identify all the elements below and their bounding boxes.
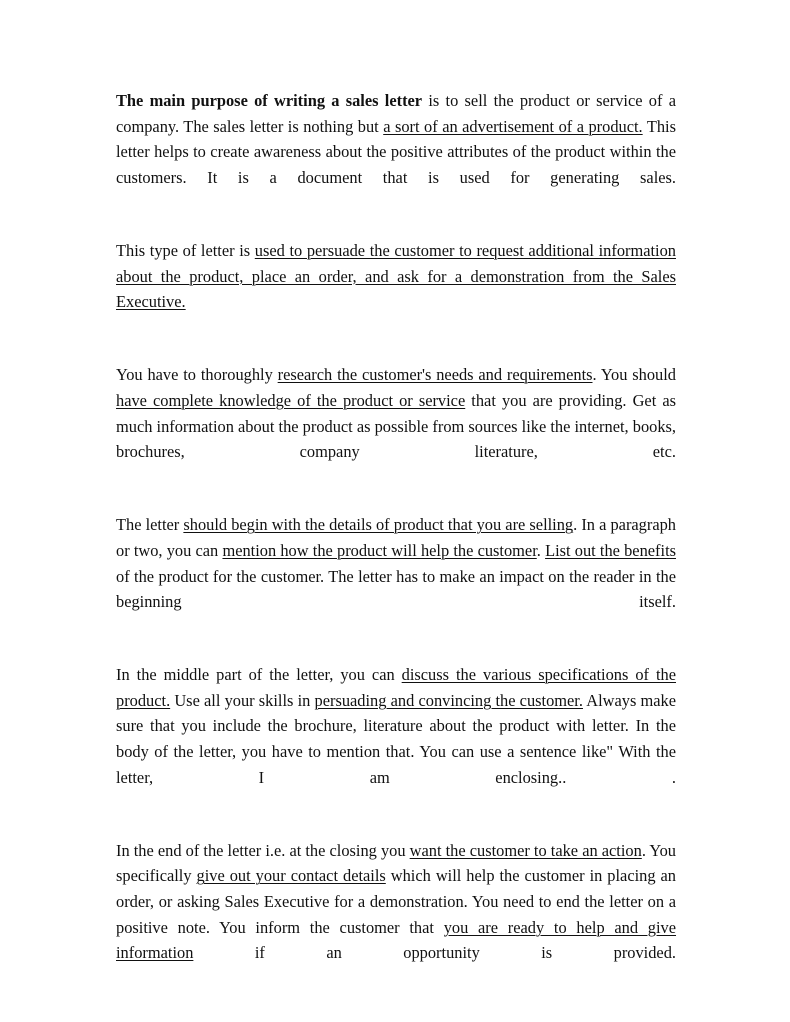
text-run: In the end of the letter i.e. at the closing you bbox=[116, 840, 410, 860]
text-run: You have to thoroughly bbox=[116, 365, 278, 385]
text-run: . You should bbox=[592, 365, 677, 385]
bold-text-run: The main purpose of writing a sales letter bbox=[116, 91, 423, 110]
text-run: of the product for the customer. The letter has to make an impact on the reader in the beginning itself. bbox=[116, 566, 676, 612]
text-run: is to sell the product or service of a company. The sales letter is nothing but bbox=[116, 91, 676, 136]
paragraph bbox=[116, 662, 676, 816]
underlined-text-run: a sort of an advertisement of a product. bbox=[383, 116, 643, 136]
text-run: that you are providing. Get as much information about the product as possible from sources like the internet, books, brochures, company literature, etc. bbox=[116, 390, 676, 462]
underlined-text-run: mention how the product will help the customer bbox=[222, 540, 537, 560]
paragraph bbox=[116, 838, 676, 992]
paragraph bbox=[116, 512, 676, 640]
paragraph bbox=[116, 88, 676, 216]
text-run: Always make sure that you include the brochure, literature about the product with letter. In the body of the letter, you have to mention that. You can use a sentence like" With the letter, I am enclosing.. . bbox=[116, 690, 676, 787]
text-run: This letter helps to create awareness about the positive attributes of the product within the customers. It is a document that is used for generating sales. bbox=[116, 116, 676, 187]
underlined-text-run: used to persuade the customer to request additional information about the product, place an order, and ask for a demonstration from the Sales Executive. bbox=[116, 240, 676, 312]
underlined-text-run: persuading and convincing the customer. bbox=[314, 690, 583, 710]
underlined-text-run: List out the benefits bbox=[545, 540, 676, 560]
paragraph bbox=[116, 238, 676, 340]
text-run: . In a paragraph or two, you can bbox=[116, 515, 676, 560]
underlined-text-run: have complete knowledge of the product or service bbox=[116, 390, 466, 410]
underlined-text-run: you are ready to help and give information bbox=[116, 917, 677, 963]
text-run: if an opportunity is provided. bbox=[193, 943, 676, 963]
underlined-text-run: research the customer's needs and requirements bbox=[277, 365, 593, 385]
paragraph bbox=[116, 362, 676, 490]
text-run: In the middle part of the letter, you can bbox=[116, 665, 402, 685]
text-run: which will help the customer in placing an order, or asking Sales Executive for a demonstration. You need to end the letter on a positive note. You inform the customer that bbox=[116, 866, 677, 937]
text-run: This type of letter is bbox=[116, 240, 255, 260]
text-run: . bbox=[536, 540, 546, 560]
underlined-text-run: should begin with the details of product that you are selling bbox=[183, 515, 574, 535]
underlined-text-run: want the customer to take an action bbox=[409, 840, 642, 860]
text-run: The letter bbox=[116, 515, 184, 535]
underlined-text-run: discuss the various specifications of the product. bbox=[116, 665, 676, 710]
text-run: . You specifically bbox=[116, 840, 676, 886]
text-run: Use all your skills in bbox=[170, 690, 315, 710]
document-text-body bbox=[116, 88, 676, 991]
underlined-text-run: give out your contact details bbox=[196, 866, 386, 886]
